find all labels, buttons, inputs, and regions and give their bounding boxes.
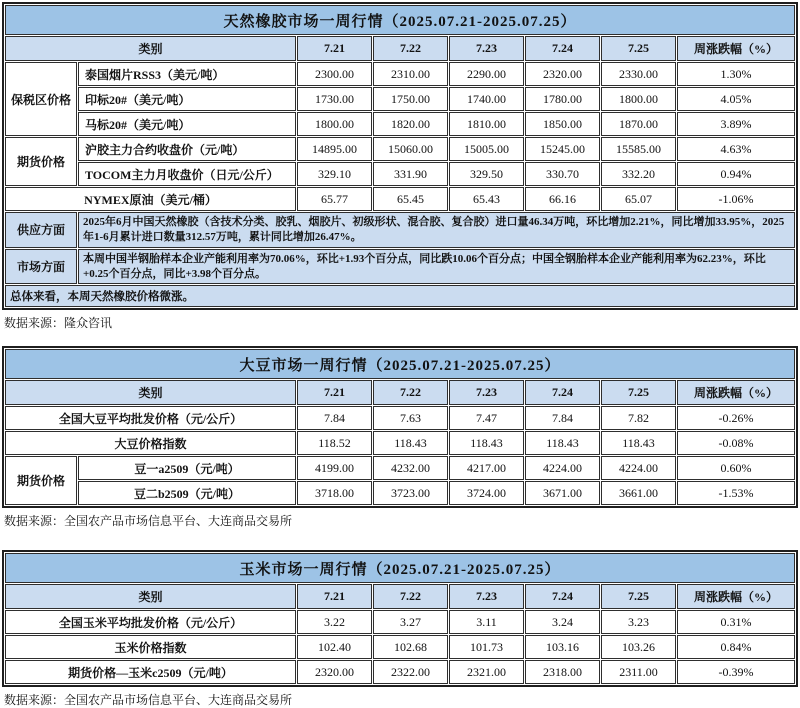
market-section-text: 本周中国半钢胎样本企业产能利用率为70.06%，环比+1.93个百分点，同比跌10.06个百分点；中国全钢胎样本企业产能利用率为62.23%，环比+0.25个百分点，同比+3.98个百分点。 [78,249,795,285]
column-header-date: 7.22 [373,36,448,61]
value-cell: 2300.00 [297,62,372,86]
value-cell: 102.68 [373,635,448,659]
value-cell: 1850.00 [525,112,600,136]
table-row [5,285,795,307]
column-header-category: 类别 [5,380,296,405]
value-cell: 1870.00 [601,112,676,136]
column-header-change: 周涨跌幅（%） [677,584,795,609]
value-cell: 3.24 [525,610,600,634]
value-cell: 3718.00 [297,481,372,505]
spacer [2,527,798,550]
change-cell: 0.84% [677,635,795,659]
report-page [2,2,798,706]
change-cell: 1.30% [677,62,795,86]
row-label: 豆二b2509（元/吨） [78,481,296,505]
value-cell: 4224.00 [601,456,676,480]
value-cell: 1740.00 [449,87,524,111]
column-header-date: 7.21 [297,584,372,609]
value-cell: 118.43 [601,431,676,455]
table-row [5,431,795,455]
value-cell: 2311.00 [601,660,676,684]
rubber-market-table [2,2,798,310]
column-header-date: 7.23 [449,380,524,405]
value-cell: 118.43 [373,431,448,455]
table-row [5,660,795,684]
table-row [5,349,795,379]
market-section-label: 市场方面 [5,249,77,285]
change-cell: -0.26% [677,406,795,430]
value-cell: 1780.00 [525,87,600,111]
value-cell: 103.26 [601,635,676,659]
change-cell: 0.94% [677,162,795,186]
spacer [2,329,798,346]
row-label: 全国玉米平均批发价格（元/公斤） [5,610,296,634]
column-header-date: 7.21 [297,380,372,405]
summary-text: 总体来看，本周天然橡胶价格微涨。 [5,285,795,307]
column-header-date: 7.23 [449,584,524,609]
value-cell: 15005.00 [449,137,524,161]
change-cell: 4.05% [677,87,795,111]
value-cell: 3671.00 [525,481,600,505]
value-cell: 2321.00 [449,660,524,684]
value-cell: 329.50 [449,162,524,186]
value-cell: 2310.00 [373,62,448,86]
value-cell: 66.16 [525,187,600,211]
value-cell: 332.20 [601,162,676,186]
table-row [5,212,795,248]
supply-section-text: 2025年6月中国天然橡胶（含技术分类、胶乳、烟胶片、初级形状、混合胶、复合胶）进口量46.34万吨，环比增加2.21%，同比增加33.95%，2025年1-6月累计进口数量312.57万吨，累计同比增加26.47%。 [78,212,795,248]
value-cell: 14895.00 [297,137,372,161]
table-row [5,380,795,405]
change-cell: 3.89% [677,112,795,136]
data-source-rubber: 数据来源：隆众咨讯 [4,316,113,331]
table-row [5,249,795,285]
value-cell: 1820.00 [373,112,448,136]
column-header-date: 7.22 [373,380,448,405]
value-cell: 15245.00 [525,137,600,161]
table-row [5,584,795,609]
table-row [5,137,795,161]
value-cell: 101.73 [449,635,524,659]
change-cell: -0.08% [677,431,795,455]
row-label: 泰国烟片RSS3（美元/吨） [78,62,296,86]
value-cell: 1750.00 [373,87,448,111]
column-header-date: 7.21 [297,36,372,61]
change-cell: -1.53% [677,481,795,505]
value-cell: 330.70 [525,162,600,186]
column-header-change: 周涨跌幅（%） [677,380,795,405]
column-header-date: 7.24 [525,584,600,609]
rubber-table-title: 天然橡胶市场一周行情（2025.07.21-2025.07.25） [5,5,795,35]
value-cell: 118.43 [525,431,600,455]
value-cell: 65.77 [297,187,372,211]
row-label: 期货价格—玉米c2509（元/吨） [5,660,296,684]
value-cell: 3.23 [601,610,676,634]
table-row [5,62,795,86]
value-cell: 3.11 [449,610,524,634]
column-header-date: 7.23 [449,36,524,61]
value-cell: 65.45 [373,187,448,211]
table-row [5,481,795,505]
value-cell: 3.22 [297,610,372,634]
row-label: 玉米价格指数 [5,635,296,659]
row-label: NYMEX原油（美元/桶） [5,187,296,211]
row-label: TOCOM主力月收盘价（日元/公斤） [78,162,296,186]
value-cell: 4199.00 [297,456,372,480]
value-cell: 65.43 [449,187,524,211]
column-header-date: 7.25 [601,584,676,609]
corn-table-title: 玉米市场一周行情（2025.07.21-2025.07.25） [5,553,795,583]
value-cell: 7.63 [373,406,448,430]
value-cell: 4224.00 [525,456,600,480]
value-cell: 2318.00 [525,660,600,684]
column-header-date: 7.24 [525,380,600,405]
change-cell: 4.63% [677,137,795,161]
value-cell: 4232.00 [373,456,448,480]
value-cell: 1800.00 [601,87,676,111]
value-cell: 102.40 [297,635,372,659]
change-cell: -1.06% [677,187,795,211]
table-row [5,87,795,111]
column-header-date: 7.25 [601,380,676,405]
table-row [5,5,795,35]
group-label-bonded-zone: 保税区价格 [5,62,77,136]
table-row [5,456,795,480]
change-cell: 0.60% [677,456,795,480]
value-cell: 118.43 [449,431,524,455]
row-label: 沪胶主力合约收盘价（元/吨） [78,137,296,161]
value-cell: 15585.00 [601,137,676,161]
value-cell: 331.90 [373,162,448,186]
value-cell: 1800.00 [297,112,372,136]
value-cell: 7.84 [297,406,372,430]
value-cell: 2322.00 [373,660,448,684]
row-label: 印标20#（美元/吨） [78,87,296,111]
table-row [5,36,795,61]
value-cell: 65.07 [601,187,676,211]
value-cell: 2320.00 [297,660,372,684]
soybean-market-table [2,346,798,508]
column-header-date: 7.24 [525,36,600,61]
value-cell: 4217.00 [449,456,524,480]
value-cell: 15060.00 [373,137,448,161]
change-cell: 0.31% [677,610,795,634]
value-cell: 118.52 [297,431,372,455]
value-cell: 2320.00 [525,62,600,86]
table-row [5,187,795,211]
table-row [5,635,795,659]
corn-market-table [2,550,798,687]
row-label: 全国大豆平均批发价格（元/公斤） [5,406,296,430]
change-cell: -0.39% [677,660,795,684]
value-cell: 329.10 [297,162,372,186]
value-cell: 2330.00 [601,62,676,86]
table-row [5,112,795,136]
row-label: 马标20#（美元/吨） [78,112,296,136]
value-cell: 3661.00 [601,481,676,505]
column-header-date: 7.22 [373,584,448,609]
value-cell: 2290.00 [449,62,524,86]
soybean-table-title: 大豆市场一周行情（2025.07.21-2025.07.25） [5,349,795,379]
value-cell: 7.84 [525,406,600,430]
value-cell: 7.82 [601,406,676,430]
table-row [5,162,795,186]
data-source-corn: 数据来源：全国农产品市场信息平台、大连商品交易所 [4,693,293,708]
supply-section-label: 供应方面 [5,212,77,248]
value-cell: 3724.00 [449,481,524,505]
column-header-category: 类别 [5,584,296,609]
value-cell: 3.27 [373,610,448,634]
group-label-futures: 期货价格 [5,137,77,186]
value-cell: 3723.00 [373,481,448,505]
value-cell: 1730.00 [297,87,372,111]
value-cell: 103.16 [525,635,600,659]
table-row [5,406,795,430]
value-cell: 1810.00 [449,112,524,136]
table-row [5,610,795,634]
column-header-change: 周涨跌幅（%） [677,36,795,61]
data-source-soybean: 数据来源：全国农产品市场信息平台、大连商品交易所 [4,514,293,529]
row-label: 大豆价格指数 [5,431,296,455]
column-header-category: 类别 [5,36,296,61]
column-header-date: 7.25 [601,36,676,61]
value-cell: 7.47 [449,406,524,430]
table-row [5,553,795,583]
row-label: 豆一a2509（元/吨） [78,456,296,480]
group-label-futures: 期货价格 [5,456,77,505]
